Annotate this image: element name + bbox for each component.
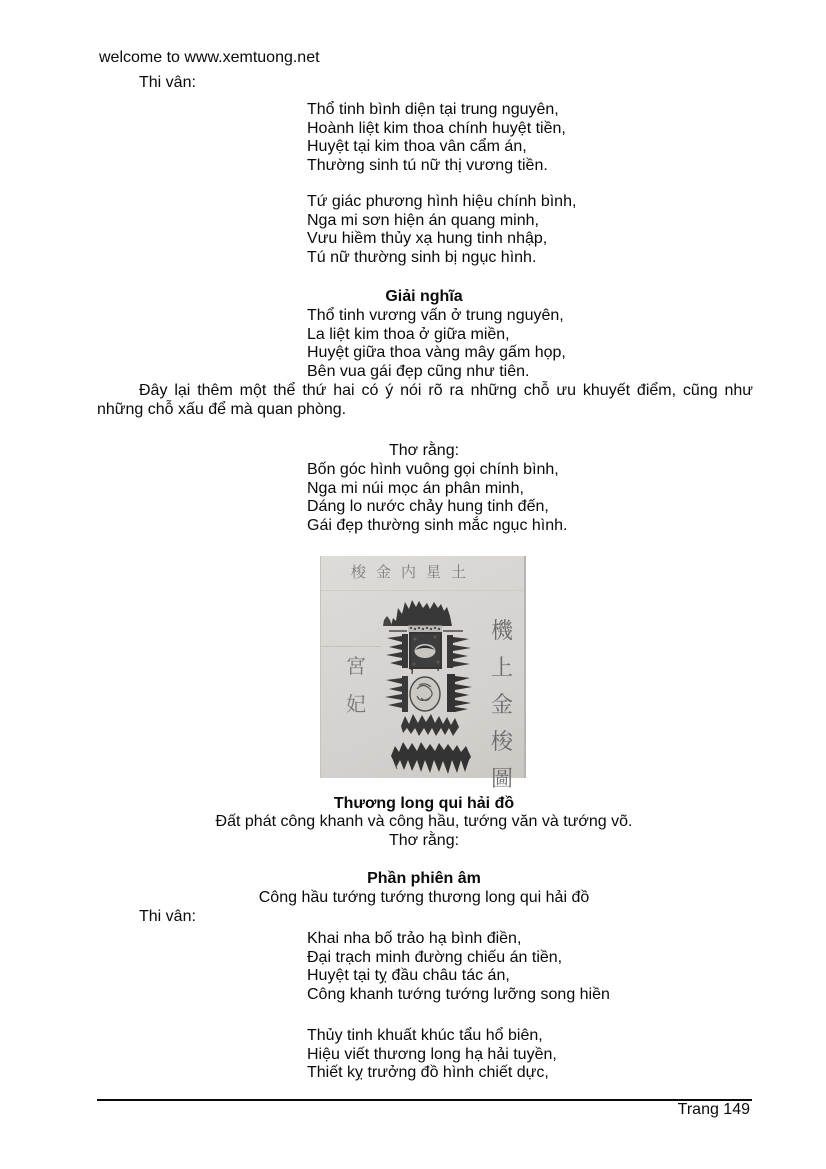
stanza-tho-rang-1 — [307, 461, 567, 536]
figure-right-caption — [488, 614, 516, 793]
scan-crease — [321, 646, 381, 647]
caption-char: 上 — [490, 655, 513, 680]
caption-char: 圖 — [490, 766, 513, 791]
stanza-thi-van-2b — [307, 1027, 557, 1083]
caption-char: 金 — [490, 692, 513, 717]
poem-line: Gái đẹp thường sinh mắc ngục hình. — [307, 517, 568, 535]
page-number: Trang 149 — [677, 1101, 750, 1118]
poem-line: Dáng lo nước chảy hung tinh đến, — [307, 498, 549, 516]
caption-char: 妃 — [346, 694, 366, 716]
poem-line: Tứ giác phương hình hiệu chính bình, — [307, 193, 577, 210]
caption-char: 宮 — [346, 656, 366, 678]
stanza-thi-van-1b — [307, 193, 576, 268]
poem-line: Đại trạch minh đường chiếu án tiền, — [307, 948, 563, 966]
scan-crease — [321, 590, 524, 591]
poem-line: Thổ tinh vương vấn ở trung nguyên, — [307, 307, 564, 324]
poem-line: Huyệt tại kim thoa vân cẩm án, — [307, 138, 527, 156]
caption-char: 機 — [490, 618, 513, 643]
scanned-figure — [320, 556, 526, 791]
poem-line: Công khanh tướng tướng lưỡng song hiền — [307, 986, 610, 1004]
poem-line: Hoành liệt kim thoa chính huyệt tiền, — [307, 119, 566, 137]
phan-phien-am-line: Công hầu tướng tướng thương long qui hải đồ — [258, 889, 590, 906]
poem-line: Hiệu viết thương long hạ hải tuyền, — [307, 1045, 557, 1063]
figure-top-caption: 梭金内星土 — [351, 564, 477, 581]
phan-phien-am-heading: Phần phiên âm — [367, 870, 481, 887]
poem-line: Bốn góc hình vuông gọi chính bình, — [307, 461, 559, 478]
thuong-long-heading: Thương long qui hải đồ — [333, 795, 515, 812]
poem-line: Thường sinh tú nữ thị vương tiền. — [307, 157, 548, 175]
poem-line: La liệt kim thoa ở giữa miền, — [307, 325, 510, 343]
poem-line: Thủy tinh khuất khúc tẩu hổ biên, — [307, 1027, 543, 1044]
figure-left-caption — [344, 650, 368, 717]
poem-line: Huyệt tại tỵ đầu châu tác án, — [307, 967, 510, 985]
poem-line: Huyệt giữa thoa vàng mây gấm họp, — [307, 344, 566, 362]
stanza-thi-van-2a — [307, 930, 610, 1005]
site-note: welcome to www.xemtuong.net — [99, 49, 320, 66]
woodcut-diagram-icon — [381, 594, 473, 776]
thi-van-label-1: Thi vân: — [139, 74, 196, 91]
stanza-giai-nghia — [307, 307, 566, 382]
tho-rang-label-2: Thơ rằng: — [388, 832, 460, 849]
poem-line: Tú nữ thường sinh bị ngục hình. — [307, 249, 537, 267]
giai-nghia-paragraph: Đây lại thêm một thể thứ hai có ý nói rõ ra những chỗ ưu khuyết điểm, cũng như những chỗ xấu để mà quan phòng. — [97, 382, 753, 418]
poem-line: Nga mi núi mọc án phân minh, — [307, 479, 524, 497]
poem-line: Nga mi sơn hiện án quang minh, — [307, 211, 539, 229]
thi-van-label-2: Thi vân: — [139, 908, 196, 925]
thuong-long-subtitle: Đất phát công khanh và công hầu, tướng văn và tướng võ. — [215, 813, 633, 830]
stanza-thi-van-1a — [307, 101, 566, 176]
tho-rang-label-1: Thơ rằng: — [388, 442, 460, 459]
poem-line: Vưu hiềm thủy xạ hung tinh nhập, — [307, 230, 548, 248]
poem-line: Bên vua gái đẹp cũng như tiên. — [307, 363, 530, 381]
poem-line: Khai nha bố trảo hạ bình điền, — [307, 930, 522, 947]
giai-nghia-heading: Giải nghĩa — [385, 288, 463, 305]
poem-line: Thiết kỵ trưởng đồ hình chiết dực, — [307, 1064, 549, 1082]
caption-char: 梭 — [490, 729, 513, 754]
poem-line: Thổ tinh bình diện tại trung nguyên, — [307, 101, 559, 118]
